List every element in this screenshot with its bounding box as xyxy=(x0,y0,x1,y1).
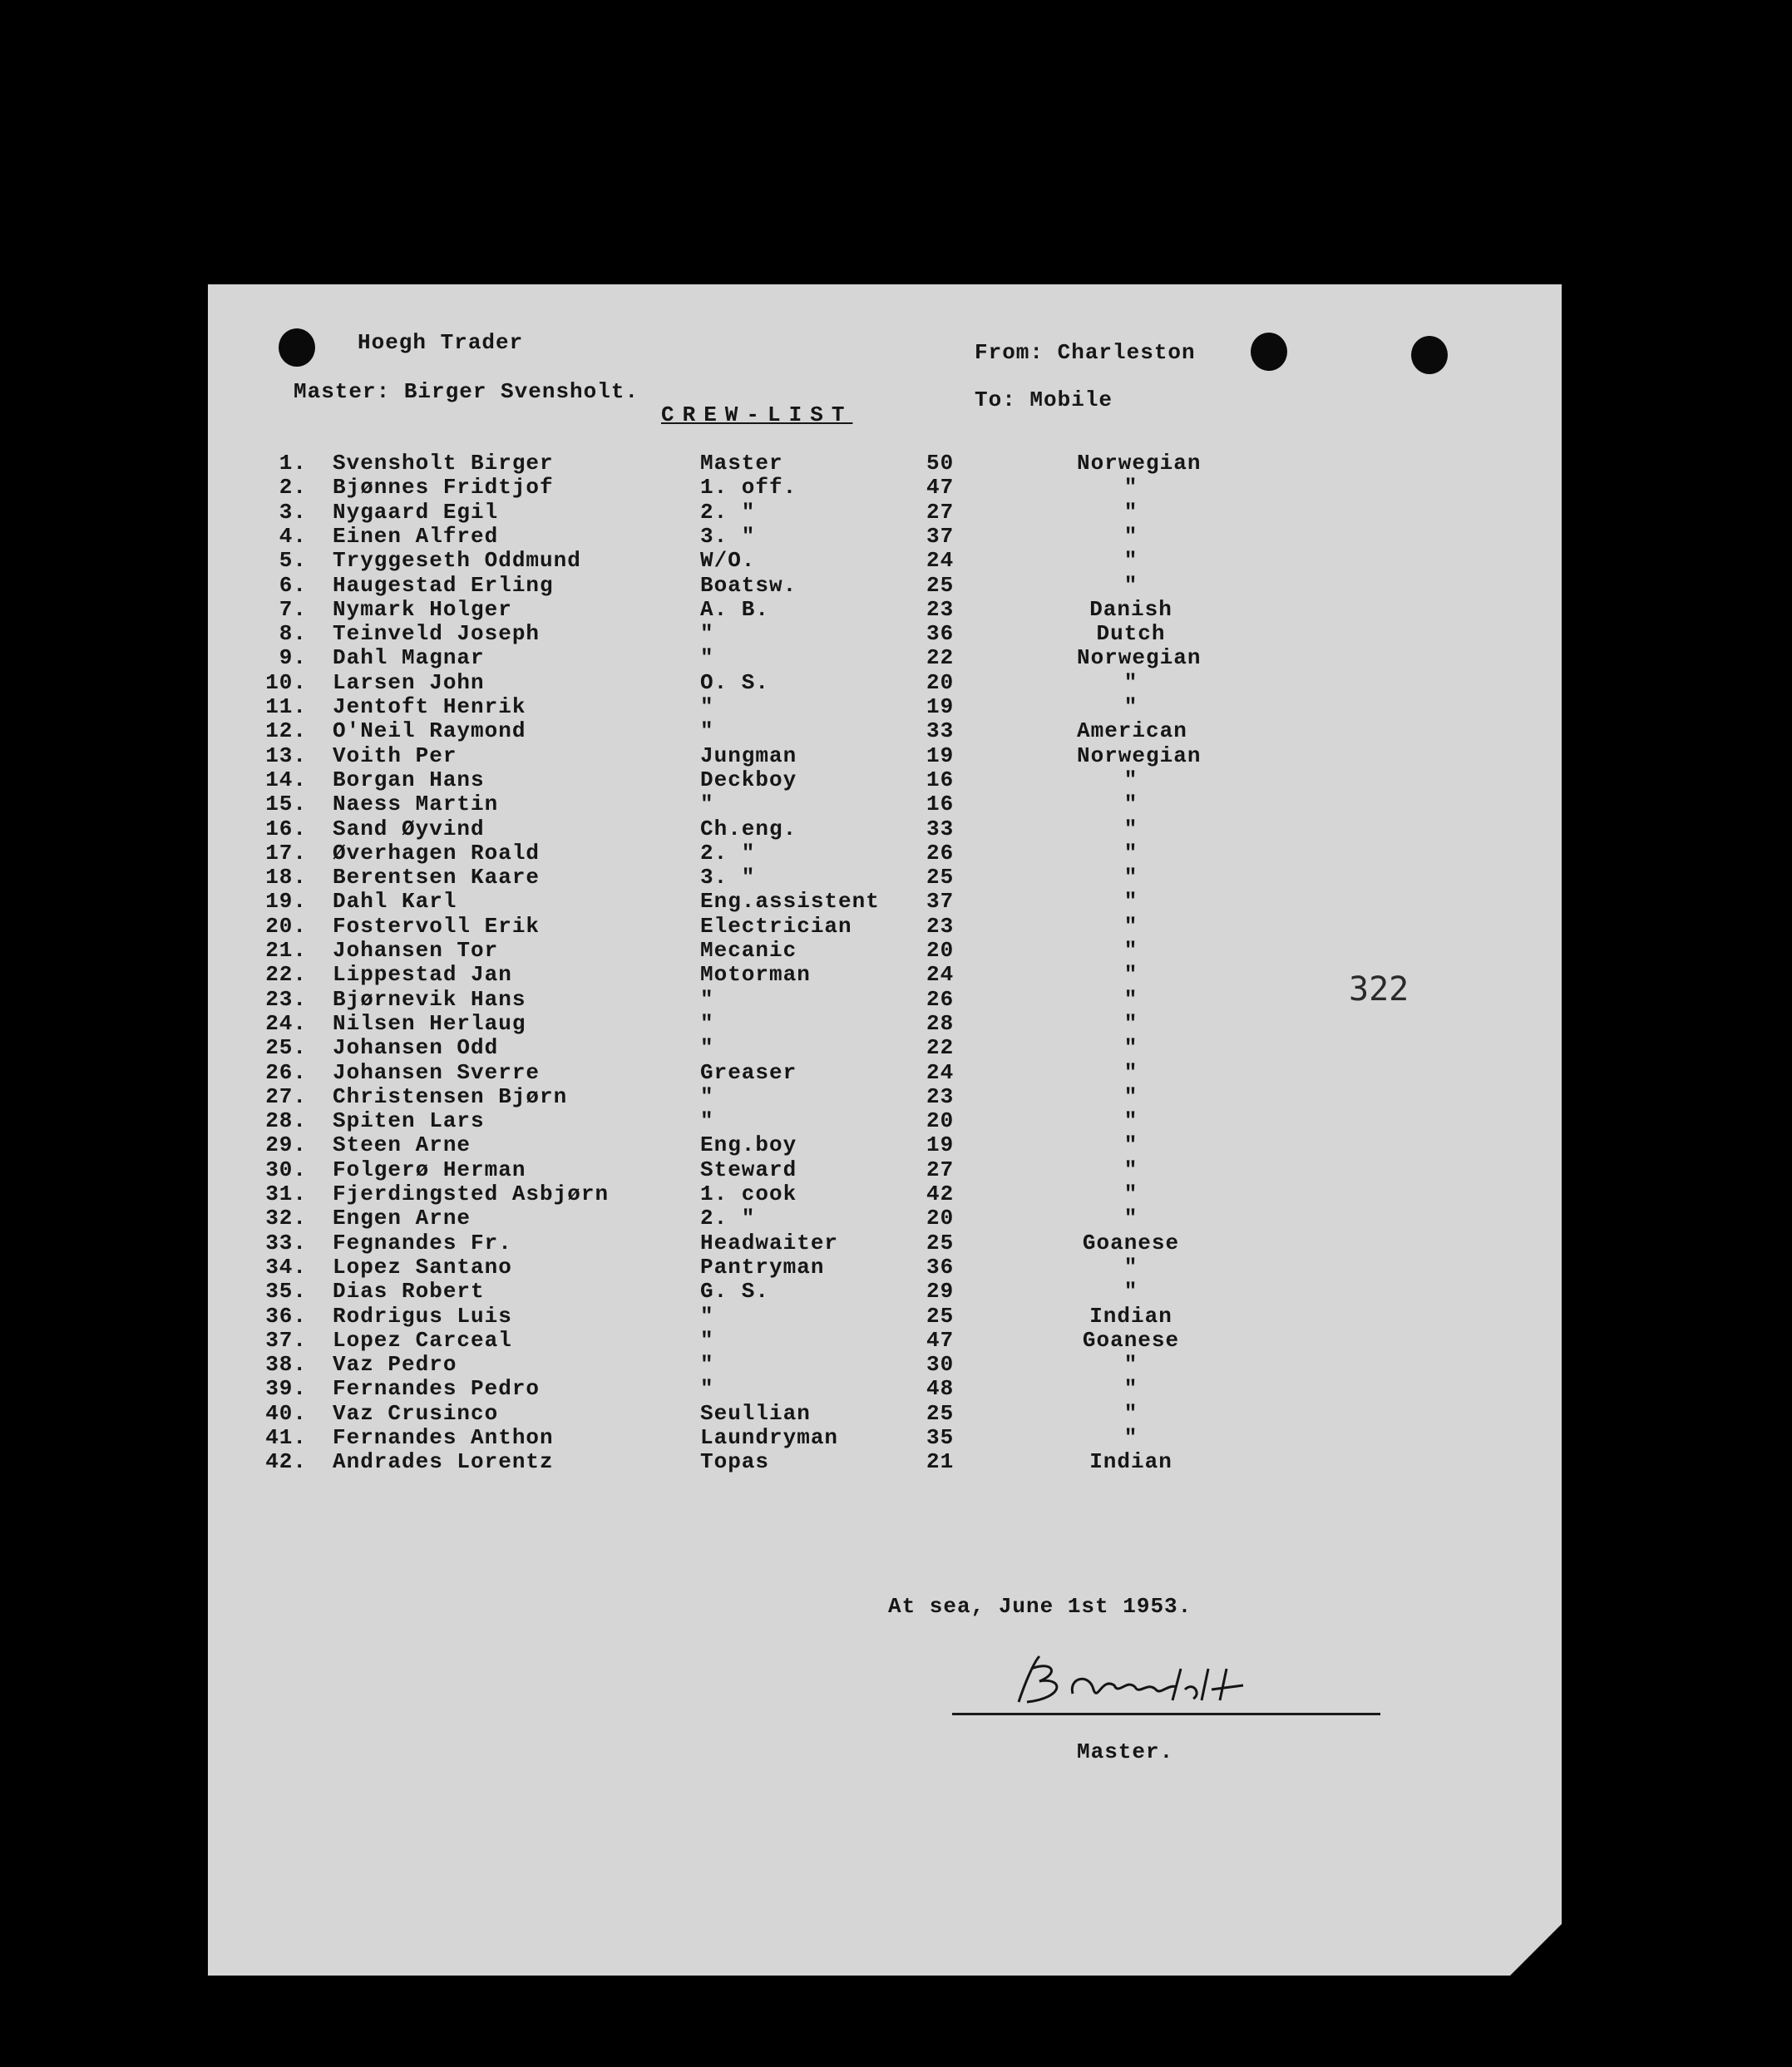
crew-name: Teinveld Joseph xyxy=(333,621,541,647)
crew-nationality: " xyxy=(1123,1059,1138,1085)
crew-age: 16 xyxy=(926,792,955,817)
crew-number: 25. xyxy=(265,1035,307,1061)
crew-age: 21 xyxy=(926,1449,955,1475)
crew-rank: Boatsw. xyxy=(700,572,797,598)
crew-number: 4. xyxy=(279,523,307,549)
crew-row xyxy=(208,670,1562,694)
crew-row xyxy=(208,914,1562,938)
crew-number: 27. xyxy=(265,1083,307,1109)
crew-name: Svensholt Birger xyxy=(333,451,554,476)
crew-rank: " xyxy=(700,1010,714,1036)
crew-number: 16. xyxy=(265,816,307,841)
crew-row xyxy=(208,1401,1562,1425)
crew-name: Lopez Carceal xyxy=(333,1327,512,1353)
crew-age: 20 xyxy=(926,1206,955,1231)
crew-row xyxy=(208,767,1562,792)
crew-number: 5. xyxy=(279,548,307,574)
crew-row xyxy=(208,1011,1562,1035)
crew-rank: " xyxy=(700,1035,714,1061)
crew-row xyxy=(208,1060,1562,1084)
crew-name: Nymark Holger xyxy=(333,596,512,622)
crew-nationality: " xyxy=(1123,986,1138,1012)
crew-name: Nygaard Egil xyxy=(333,499,499,525)
crew-nationality: Indian xyxy=(1089,1303,1172,1329)
crew-name: Fjerdingsted Asbjørn xyxy=(333,1181,610,1206)
crew-row xyxy=(208,1425,1562,1449)
crew-number: 40. xyxy=(265,1400,307,1426)
crew-nationality: " xyxy=(1123,1376,1138,1402)
crew-age: 37 xyxy=(926,889,955,915)
crew-name: Johansen Odd xyxy=(333,1035,499,1061)
crew-age: 25 xyxy=(926,572,955,598)
crew-name: Dahl Magnar xyxy=(333,645,485,671)
crew-age: 28 xyxy=(926,1010,955,1036)
crew-rank: Laundryman xyxy=(700,1425,839,1450)
crew-age: 27 xyxy=(926,1157,955,1182)
crew-number: 36. xyxy=(265,1303,307,1329)
crew-row xyxy=(208,548,1562,572)
crew-rank: Deckboy xyxy=(700,767,797,792)
crew-age: 33 xyxy=(926,718,955,744)
crew-number: 42. xyxy=(265,1449,307,1475)
crew-nationality: Dutch xyxy=(1096,621,1166,647)
crew-rank: " xyxy=(700,645,714,671)
crew-age: 22 xyxy=(926,645,955,671)
crew-rank: " xyxy=(700,1108,714,1134)
crew-nationality: " xyxy=(1123,840,1138,866)
crew-nationality: " xyxy=(1123,1181,1138,1206)
crew-row xyxy=(208,1231,1562,1255)
crew-age: 23 xyxy=(926,1083,955,1109)
crew-age: 19 xyxy=(926,694,955,719)
crew-name: Naess Martin xyxy=(333,792,499,817)
crew-rank: O. S. xyxy=(700,669,770,695)
crew-nationality: " xyxy=(1123,694,1138,719)
crew-row xyxy=(208,1279,1562,1303)
crew-number: 3. xyxy=(279,499,307,525)
crew-rank: " xyxy=(700,1327,714,1353)
crew-rank: 2. " xyxy=(700,1206,756,1231)
crew-rank: 3. " xyxy=(700,865,756,890)
crew-nationality: " xyxy=(1123,499,1138,525)
crew-rank: 1. cook xyxy=(700,1181,797,1206)
crew-nationality: Indian xyxy=(1089,1449,1172,1475)
crew-row xyxy=(208,573,1562,597)
crew-row xyxy=(208,500,1562,524)
crew-row xyxy=(208,1376,1562,1400)
crew-row xyxy=(208,865,1562,889)
crew-age: 23 xyxy=(926,913,955,939)
document-title: CREW-LIST xyxy=(661,402,853,427)
torn-corner xyxy=(1507,1921,1565,1979)
crew-name: Rodrigus Luis xyxy=(333,1303,512,1329)
crew-name: Berentsen Kaare xyxy=(333,865,541,890)
crew-row xyxy=(208,816,1562,841)
crew-nationality: " xyxy=(1123,1035,1138,1061)
crew-nationality: " xyxy=(1123,938,1138,963)
crew-name: Einen Alfred xyxy=(333,523,499,549)
crew-nationality: " xyxy=(1123,913,1138,939)
crew-row xyxy=(208,1035,1562,1059)
crew-nationality: " xyxy=(1123,572,1138,598)
crew-number: 8. xyxy=(279,621,307,647)
crew-row xyxy=(208,475,1562,499)
crew-rank: " xyxy=(700,1083,714,1109)
crew-row xyxy=(208,1084,1562,1108)
crew-nationality: American xyxy=(1077,718,1187,744)
crew-nationality: " xyxy=(1123,1279,1138,1305)
crew-rank: Headwaiter xyxy=(700,1230,839,1255)
crew-row xyxy=(208,1157,1562,1181)
crew-age: 19 xyxy=(926,1132,955,1158)
crew-name: Andrades Lorentz xyxy=(333,1449,554,1475)
crew-row xyxy=(208,1181,1562,1206)
crew-number: 14. xyxy=(265,767,307,792)
crew-row xyxy=(208,1206,1562,1230)
crew-nationality: Danish xyxy=(1089,596,1172,622)
crew-row xyxy=(208,1132,1562,1157)
crew-row xyxy=(208,792,1562,816)
crew-row xyxy=(208,1352,1562,1376)
crew-nationality: " xyxy=(1123,767,1138,792)
crew-age: 33 xyxy=(926,816,955,841)
crew-rank: 1. off. xyxy=(700,475,797,501)
crew-name: Folgerø Herman xyxy=(333,1157,526,1182)
crew-list-document xyxy=(208,284,1562,1976)
crew-nationality: " xyxy=(1123,548,1138,574)
crew-row xyxy=(208,889,1562,913)
crew-rank: Jungman xyxy=(700,742,797,768)
crew-rank: Topas xyxy=(700,1449,770,1475)
crew-number: 10. xyxy=(265,669,307,695)
crew-number: 2. xyxy=(279,475,307,501)
crew-nationality: " xyxy=(1123,669,1138,695)
crew-nationality: Goanese xyxy=(1082,1230,1180,1255)
crew-row xyxy=(208,938,1562,962)
crew-rank: Master xyxy=(700,451,783,476)
crew-rank: Ch.eng. xyxy=(700,816,797,841)
crew-rank: " xyxy=(700,1303,714,1329)
crew-number: 19. xyxy=(265,889,307,915)
signature xyxy=(994,1644,1310,1719)
punch-hole xyxy=(279,328,315,367)
crew-name: O'Neil Raymond xyxy=(333,718,526,744)
crew-number: 9. xyxy=(279,645,307,671)
crew-name: Bjørnevik Hans xyxy=(333,986,526,1012)
crew-nationality: " xyxy=(1123,1157,1138,1182)
crew-number: 23. xyxy=(265,986,307,1012)
crew-age: 20 xyxy=(926,669,955,695)
crew-row xyxy=(208,1328,1562,1352)
crew-nationality: " xyxy=(1123,1010,1138,1036)
crew-age: 25 xyxy=(926,865,955,890)
crew-row xyxy=(208,645,1562,669)
crew-age: 48 xyxy=(926,1376,955,1402)
crew-nationality: " xyxy=(1123,1352,1138,1378)
crew-name: Nilsen Herlaug xyxy=(333,1010,526,1036)
crew-nationality: " xyxy=(1123,889,1138,915)
crew-age: 27 xyxy=(926,499,955,525)
crew-name: Sand Øyvind xyxy=(333,816,485,841)
crew-age: 16 xyxy=(926,767,955,792)
place-date: At sea, June 1st 1953. xyxy=(888,1594,1192,1619)
crew-name: Øverhagen Roald xyxy=(333,840,541,866)
crew-name: Fostervoll Erik xyxy=(333,913,541,939)
crew-age: 24 xyxy=(926,962,955,988)
crew-number: 39. xyxy=(265,1376,307,1402)
crew-name: Vaz Crusinco xyxy=(333,1400,499,1426)
crew-rank: Electrician xyxy=(700,913,852,939)
crew-row xyxy=(208,1255,1562,1279)
page-stamp-number: 322 xyxy=(1349,970,1409,1009)
crew-age: 36 xyxy=(926,621,955,647)
crew-age: 22 xyxy=(926,1035,955,1061)
crew-number: 34. xyxy=(265,1254,307,1280)
crew-number: 32. xyxy=(265,1206,307,1231)
crew-rank: 3. " xyxy=(700,523,756,549)
crew-nationality: Norwegian xyxy=(1077,451,1202,476)
crew-age: 36 xyxy=(926,1254,955,1280)
crew-row xyxy=(208,743,1562,767)
crew-name: Fegnandes Fr. xyxy=(333,1230,512,1255)
crew-name: Larsen John xyxy=(333,669,485,695)
crew-rank: " xyxy=(700,986,714,1012)
crew-nationality: Norwegian xyxy=(1077,645,1202,671)
crew-age: 35 xyxy=(926,1425,955,1450)
crew-row xyxy=(208,1304,1562,1328)
crew-number: 7. xyxy=(279,596,307,622)
crew-age: 30 xyxy=(926,1352,955,1378)
crew-age: 24 xyxy=(926,1059,955,1085)
crew-number: 29. xyxy=(265,1132,307,1158)
crew-age: 20 xyxy=(926,938,955,963)
crew-age: 25 xyxy=(926,1400,955,1426)
crew-nationality: Goanese xyxy=(1082,1327,1180,1353)
crew-age: 25 xyxy=(926,1230,955,1255)
crew-name: Engen Arne xyxy=(333,1206,471,1231)
departure-port: From: Charleston xyxy=(975,340,1196,365)
crew-nationality: " xyxy=(1123,962,1138,988)
crew-rank: 2. " xyxy=(700,499,756,525)
crew-nationality: " xyxy=(1123,1132,1138,1158)
master-line: Master: Birger Svensholt. xyxy=(294,379,639,404)
crew-number: 22. xyxy=(265,962,307,988)
crew-rank: A. B. xyxy=(700,596,770,622)
crew-name: Johansen Tor xyxy=(333,938,499,963)
crew-name: Jentoft Henrik xyxy=(333,694,526,719)
crew-number: 30. xyxy=(265,1157,307,1182)
crew-rank: 2. " xyxy=(700,840,756,866)
crew-row xyxy=(208,841,1562,865)
crew-age: 29 xyxy=(926,1279,955,1305)
crew-number: 38. xyxy=(265,1352,307,1378)
crew-nationality: Norwegian xyxy=(1077,742,1202,768)
crew-rank: Eng.assistent xyxy=(700,889,880,915)
destination-port: To: Mobile xyxy=(975,387,1113,412)
crew-name: Voith Per xyxy=(333,742,457,768)
crew-rank: " xyxy=(700,1376,714,1402)
crew-name: Christensen Bjørn xyxy=(333,1083,568,1109)
crew-name: Vaz Pedro xyxy=(333,1352,457,1378)
crew-rank: Eng.boy xyxy=(700,1132,797,1158)
crew-number: 13. xyxy=(265,742,307,768)
crew-nationality: " xyxy=(1123,523,1138,549)
crew-name: Tryggeseth Oddmund xyxy=(333,548,581,574)
crew-rank: " xyxy=(700,1352,714,1378)
crew-rank: " xyxy=(700,621,714,647)
crew-name: Dias Robert xyxy=(333,1279,485,1305)
crew-nationality: " xyxy=(1123,816,1138,841)
crew-number: 15. xyxy=(265,792,307,817)
crew-row xyxy=(208,451,1562,475)
ship-name: Hoegh Trader xyxy=(358,330,524,355)
crew-age: 42 xyxy=(926,1181,955,1206)
crew-rank: Greaser xyxy=(700,1059,797,1085)
crew-number: 17. xyxy=(265,840,307,866)
crew-nationality: " xyxy=(1123,1425,1138,1450)
punch-hole xyxy=(1251,333,1287,371)
crew-age: 37 xyxy=(926,523,955,549)
crew-rank: Motorman xyxy=(700,962,811,988)
crew-age: 20 xyxy=(926,1108,955,1134)
crew-row xyxy=(208,694,1562,718)
crew-name: Fernandes Pedro xyxy=(333,1376,541,1402)
crew-nationality: " xyxy=(1123,1083,1138,1109)
crew-name: Bjønnes Fridtjof xyxy=(333,475,554,501)
crew-rank: " xyxy=(700,694,714,719)
crew-number: 1. xyxy=(279,451,307,476)
crew-age: 47 xyxy=(926,1327,955,1353)
crew-rank: Seullian xyxy=(700,1400,811,1426)
crew-number: 41. xyxy=(265,1425,307,1450)
crew-number: 37. xyxy=(265,1327,307,1353)
crew-name: Steen Arne xyxy=(333,1132,471,1158)
crew-age: 24 xyxy=(926,548,955,574)
crew-age: 26 xyxy=(926,986,955,1012)
crew-number: 28. xyxy=(265,1108,307,1134)
crew-number: 6. xyxy=(279,572,307,598)
crew-number: 33. xyxy=(265,1230,307,1255)
crew-name: Lippestad Jan xyxy=(333,962,512,988)
crew-rank: G. S. xyxy=(700,1279,770,1305)
crew-row xyxy=(208,621,1562,645)
crew-row xyxy=(208,597,1562,621)
crew-nationality: " xyxy=(1123,1254,1138,1280)
crew-number: 31. xyxy=(265,1181,307,1206)
crew-age: 23 xyxy=(926,596,955,622)
crew-name: Dahl Karl xyxy=(333,889,457,915)
crew-name: Johansen Sverre xyxy=(333,1059,541,1085)
crew-name: Haugestad Erling xyxy=(333,572,554,598)
crew-name: Fernandes Anthon xyxy=(333,1425,554,1450)
crew-rank: " xyxy=(700,718,714,744)
crew-age: 25 xyxy=(926,1303,955,1329)
crew-number: 11. xyxy=(265,694,307,719)
crew-number: 20. xyxy=(265,913,307,939)
crew-rank: W/O. xyxy=(700,548,756,574)
crew-number: 12. xyxy=(265,718,307,744)
crew-rank: Pantryman xyxy=(700,1254,825,1280)
crew-nationality: " xyxy=(1123,792,1138,817)
crew-row xyxy=(208,1449,1562,1473)
punch-hole xyxy=(1411,336,1448,374)
crew-rank: Steward xyxy=(700,1157,797,1182)
crew-age: 26 xyxy=(926,840,955,866)
crew-number: 21. xyxy=(265,938,307,963)
crew-nationality: " xyxy=(1123,1400,1138,1426)
crew-name: Borgan Hans xyxy=(333,767,485,792)
crew-row xyxy=(208,1108,1562,1132)
crew-number: 26. xyxy=(265,1059,307,1085)
crew-number: 35. xyxy=(265,1279,307,1305)
crew-age: 50 xyxy=(926,451,955,476)
crew-rank: Mecanic xyxy=(700,938,797,963)
crew-nationality: " xyxy=(1123,475,1138,501)
crew-nationality: " xyxy=(1123,1206,1138,1231)
crew-name: Lopez Santano xyxy=(333,1254,512,1280)
crew-age: 47 xyxy=(926,475,955,501)
crew-row xyxy=(208,718,1562,742)
crew-number: 18. xyxy=(265,865,307,890)
crew-number: 24. xyxy=(265,1010,307,1036)
crew-nationality: " xyxy=(1123,865,1138,890)
crew-name: Spiten Lars xyxy=(333,1108,485,1134)
crew-row xyxy=(208,524,1562,548)
crew-rank: " xyxy=(700,792,714,817)
crew-nationality: " xyxy=(1123,1108,1138,1134)
signature-line xyxy=(952,1713,1380,1715)
crew-age: 19 xyxy=(926,742,955,768)
signer-title: Master. xyxy=(1077,1739,1174,1764)
